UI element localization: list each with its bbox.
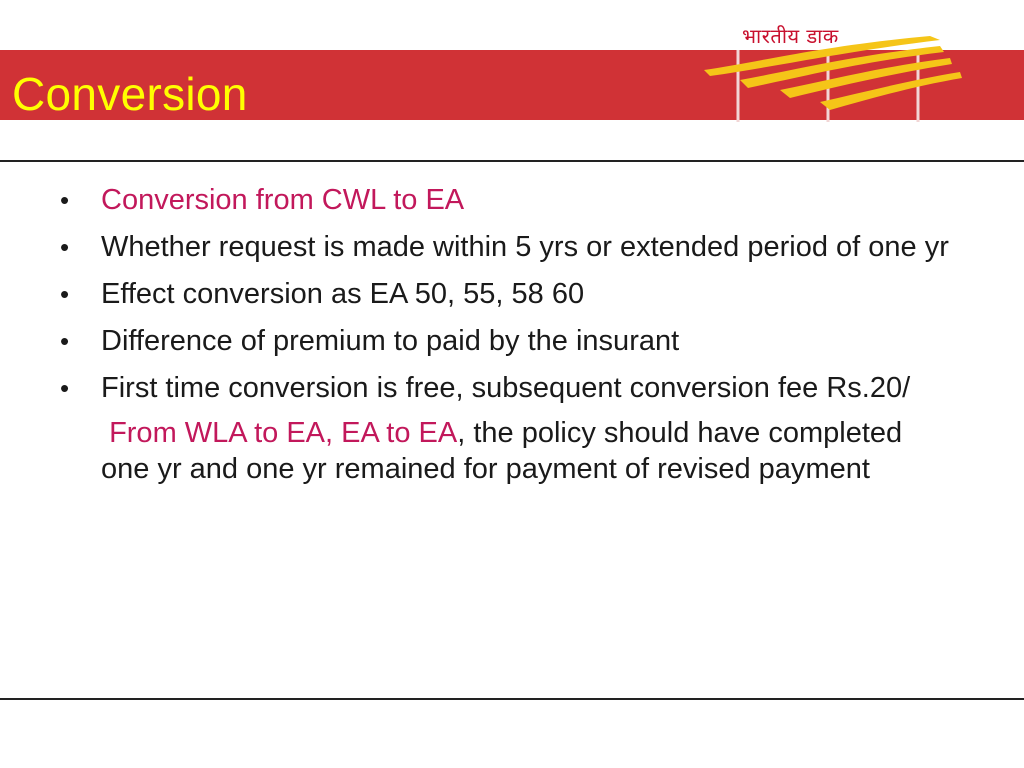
- note-paragraph: [56, 415, 956, 487]
- bullet-marker: •: [60, 185, 70, 215]
- bullet-item: [56, 229, 956, 265]
- bullet-marker: •: [60, 232, 70, 262]
- logo-text: भारतीय डाक: [742, 24, 839, 48]
- bullet-text: Difference of premium to paid by the insurant: [101, 325, 680, 357]
- bullet-text: Effect conversion as EA 50, 55, 58 60: [101, 278, 585, 310]
- bullet-text: First time conversion is free, subsequent conversion fee Rs.20/: [101, 372, 911, 404]
- slide-title: Conversion: [12, 68, 248, 120]
- bullet-item: [56, 370, 956, 406]
- bullet-item: [56, 323, 956, 359]
- top-divider: [0, 160, 1024, 162]
- bullet-marker: •: [60, 279, 70, 309]
- bullet-item: [56, 276, 956, 312]
- bullet-item: [56, 182, 956, 218]
- note-highlight: From WLA to EA, EA to EA: [109, 417, 458, 449]
- bullet-list: [56, 182, 956, 487]
- note-text: , the policy should have completed one yr and one yr remained for payment of revised payment: [101, 417, 903, 485]
- bullet-marker: •: [60, 373, 70, 403]
- bottom-divider: [0, 698, 1024, 700]
- bullet-marker: •: [60, 326, 70, 356]
- bullet-text: Whether request is made within 5 yrs or extended period of one yr: [101, 231, 949, 263]
- bullet-text: Conversion from CWL to EA: [101, 184, 465, 216]
